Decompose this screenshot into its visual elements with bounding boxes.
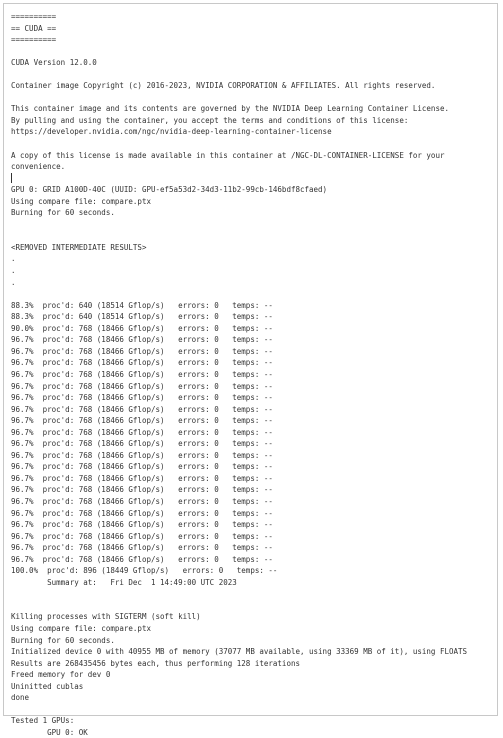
terminal-line-text: 90.0% proc'd: 768 (18466 Gflop/s) errors: 0 temps: -- <box>11 323 273 333</box>
terminal-line <box>11 623 493 635</box>
terminal-line <box>11 103 493 115</box>
terminal-line <box>11 542 493 554</box>
terminal-line <box>11 484 493 496</box>
terminal-line-text: 96.7% proc'd: 768 (18466 Gflop/s) errors: 0 temps: -- <box>11 381 273 391</box>
terminal-line <box>11 635 493 647</box>
terminal-line <box>11 300 493 312</box>
terminal-line-text: ========== <box>11 35 57 45</box>
terminal-line <box>11 34 493 46</box>
terminal-line <box>11 692 493 704</box>
terminal-line-text: 100.0% proc'd: 896 (18449 Gflop/s) errors: 0 temps: -- <box>11 566 278 576</box>
terminal-line-text: 88.3% proc'd: 640 (18514 Gflop/s) errors: 0 temps: -- <box>11 300 273 310</box>
terminal-line-text: 96.7% proc'd: 768 (18466 Gflop/s) errors: 0 temps: -- <box>11 496 273 506</box>
terminal-line <box>11 496 493 508</box>
terminal-line-text: 88.3% proc'd: 640 (18514 Gflop/s) errors: 0 temps: -- <box>11 312 273 322</box>
terminal-line <box>11 381 493 393</box>
terminal-line <box>11 334 493 346</box>
terminal-line <box>11 150 493 162</box>
terminal-line <box>11 646 493 658</box>
terminal-line-text: 96.7% proc'd: 768 (18466 Gflop/s) errors: 0 temps: -- <box>11 462 273 472</box>
terminal-line-text: Freed memory for dev 0 <box>11 670 111 680</box>
terminal-line-text: 96.7% proc'd: 768 (18466 Gflop/s) errors: 0 temps: -- <box>11 508 273 518</box>
terminal-line-text: Initialized device 0 with 40955 MB of memory (37077 MB available, using 33369 MB of it), using FLOATS <box>11 647 468 657</box>
terminal-line-text: 96.7% proc'd: 768 (18466 Gflop/s) errors: 0 temps: -- <box>11 427 273 437</box>
terminal-line <box>11 184 493 196</box>
terminal-line-text: 96.7% proc'd: 768 (18466 Gflop/s) errors: 0 temps: -- <box>11 416 273 426</box>
terminal-line-text: Using compare file: compare.ptx <box>11 196 151 206</box>
terminal-output <box>11 11 493 738</box>
terminal-line <box>11 611 493 623</box>
terminal-line-text: https://developer.nvidia.com/ngc/nvidia-deep-learning-container-license <box>11 127 332 137</box>
terminal-line-text: . <box>11 277 16 287</box>
terminal-line <box>11 600 493 612</box>
terminal-line-text: Burning for 60 seconds. <box>11 208 115 218</box>
terminal-line <box>11 57 493 69</box>
terminal-line-text: ========== <box>11 12 57 21</box>
text-cursor <box>11 173 12 183</box>
terminal-line-text: 96.7% proc'd: 768 (18466 Gflop/s) errors: 0 temps: -- <box>11 520 273 530</box>
terminal-line-text: . <box>11 254 16 264</box>
terminal-line <box>11 11 493 23</box>
terminal-line <box>11 415 493 427</box>
terminal-line-text: By pulling and using the container, you accept the terms and conditions of this license: <box>11 115 409 125</box>
terminal-line <box>11 427 493 439</box>
terminal-line <box>11 473 493 485</box>
terminal-line-text: 96.7% proc'd: 768 (18466 Gflop/s) errors: 0 temps: -- <box>11 543 273 553</box>
terminal-line <box>11 196 493 208</box>
terminal-line-text: A copy of this license is made available in this container at /NGC-DL-CONTAINER-LICENSE for your <box>11 150 445 160</box>
terminal-line <box>11 323 493 335</box>
terminal-line-text: Tested 1 GPUs: <box>11 716 75 726</box>
terminal-line <box>11 173 493 185</box>
terminal-line <box>11 681 493 693</box>
terminal-line-text: convenience. <box>11 162 66 172</box>
terminal-line <box>11 519 493 531</box>
terminal-line <box>11 288 493 300</box>
terminal-line <box>11 531 493 543</box>
terminal-line <box>11 450 493 462</box>
terminal-line <box>11 357 493 369</box>
terminal-line <box>11 404 493 416</box>
terminal-line <box>11 554 493 566</box>
terminal-line-text: 96.7% proc'd: 768 (18466 Gflop/s) errors: 0 temps: -- <box>11 369 273 379</box>
terminal-line-text: 96.7% proc'd: 768 (18466 Gflop/s) errors: 0 temps: -- <box>11 335 273 345</box>
terminal-line-text: 96.7% proc'd: 768 (18466 Gflop/s) errors: 0 temps: -- <box>11 439 273 449</box>
terminal-line-text: Burning for 60 seconds. <box>11 635 115 645</box>
terminal-line-text: Killing processes with SIGTERM (soft kill) <box>11 612 201 622</box>
terminal-line <box>11 230 493 242</box>
terminal-line-text: 96.7% proc'd: 768 (18466 Gflop/s) errors: 0 temps: -- <box>11 393 273 403</box>
terminal-line <box>11 253 493 265</box>
terminal-window[interactable] <box>3 3 498 737</box>
terminal-line-text: 96.7% proc'd: 768 (18466 Gflop/s) errors: 0 temps: -- <box>11 554 273 564</box>
terminal-line <box>11 80 493 92</box>
terminal-line <box>11 311 493 323</box>
terminal-line-text: 96.7% proc'd: 768 (18466 Gflop/s) errors: 0 temps: -- <box>11 450 273 460</box>
terminal-line <box>11 658 493 670</box>
terminal-line <box>11 392 493 404</box>
terminal-line-text: GPU 0: GRID A100D-40C (UUID: GPU-ef5a53d2-34d3-11b2-99cb-146bdf8cfaed) <box>11 185 328 195</box>
terminal-line <box>11 242 493 254</box>
terminal-line-text: done <box>11 693 30 703</box>
terminal-line <box>11 69 493 81</box>
terminal-line <box>11 126 493 138</box>
terminal-line-text: This container image and its contents are governed by the NVIDIA Deep Learning Container License. <box>11 104 449 114</box>
terminal-line-text: == CUDA == <box>11 23 57 33</box>
terminal-line <box>11 219 493 231</box>
terminal-line <box>11 207 493 219</box>
terminal-line <box>11 565 493 577</box>
terminal-line-text: Results are 268435456 bytes each, thus performing 128 iterations <box>11 658 300 668</box>
terminal-line-text: 96.7% proc'd: 768 (18466 Gflop/s) errors: 0 temps: -- <box>11 404 273 414</box>
terminal-line-text: <REMOVED INTERMEDIATE RESULTS> <box>11 242 147 252</box>
terminal-line-text: Summary at: Fri Dec 1 14:49:00 UTC 2023 <box>11 577 237 587</box>
terminal-line-text: Uninitted cublas <box>11 681 84 691</box>
terminal-line-text: 96.7% proc'd: 768 (18466 Gflop/s) errors: 0 temps: -- <box>11 473 273 483</box>
terminal-line-text: GPU 0: OK <box>11 727 88 737</box>
terminal-line <box>11 727 493 738</box>
terminal-line <box>11 265 493 277</box>
terminal-line <box>11 277 493 289</box>
terminal-line <box>11 23 493 35</box>
terminal-line-text: CUDA Version 12.0.0 <box>11 58 97 68</box>
terminal-line-text: 96.7% proc'd: 768 (18466 Gflop/s) errors: 0 temps: -- <box>11 531 273 541</box>
terminal-line <box>11 369 493 381</box>
terminal-line-text: Container image Copyright (c) 2016-2023, NVIDIA CORPORATION & AFFILIATES. All rights reserved. <box>11 81 436 91</box>
terminal-line <box>11 715 493 727</box>
terminal-line <box>11 461 493 473</box>
terminal-line-text: 96.7% proc'd: 768 (18466 Gflop/s) errors: 0 temps: -- <box>11 485 273 495</box>
terminal-line-text: 96.7% proc'd: 768 (18466 Gflop/s) errors: 0 temps: -- <box>11 358 273 368</box>
terminal-line <box>11 92 493 104</box>
terminal-line-text: 96.7% proc'd: 768 (18466 Gflop/s) errors: 0 temps: -- <box>11 346 273 356</box>
terminal-line <box>11 577 493 589</box>
terminal-line <box>11 346 493 358</box>
terminal-line-text: . <box>11 266 16 276</box>
terminal-line <box>11 138 493 150</box>
terminal-line <box>11 438 493 450</box>
terminal-line <box>11 588 493 600</box>
terminal-line <box>11 704 493 716</box>
terminal-line <box>11 46 493 58</box>
terminal-line <box>11 508 493 520</box>
terminal-line <box>11 669 493 681</box>
terminal-line <box>11 115 493 127</box>
terminal-line-text: Using compare file: compare.ptx <box>11 623 151 633</box>
terminal-line <box>11 161 493 173</box>
